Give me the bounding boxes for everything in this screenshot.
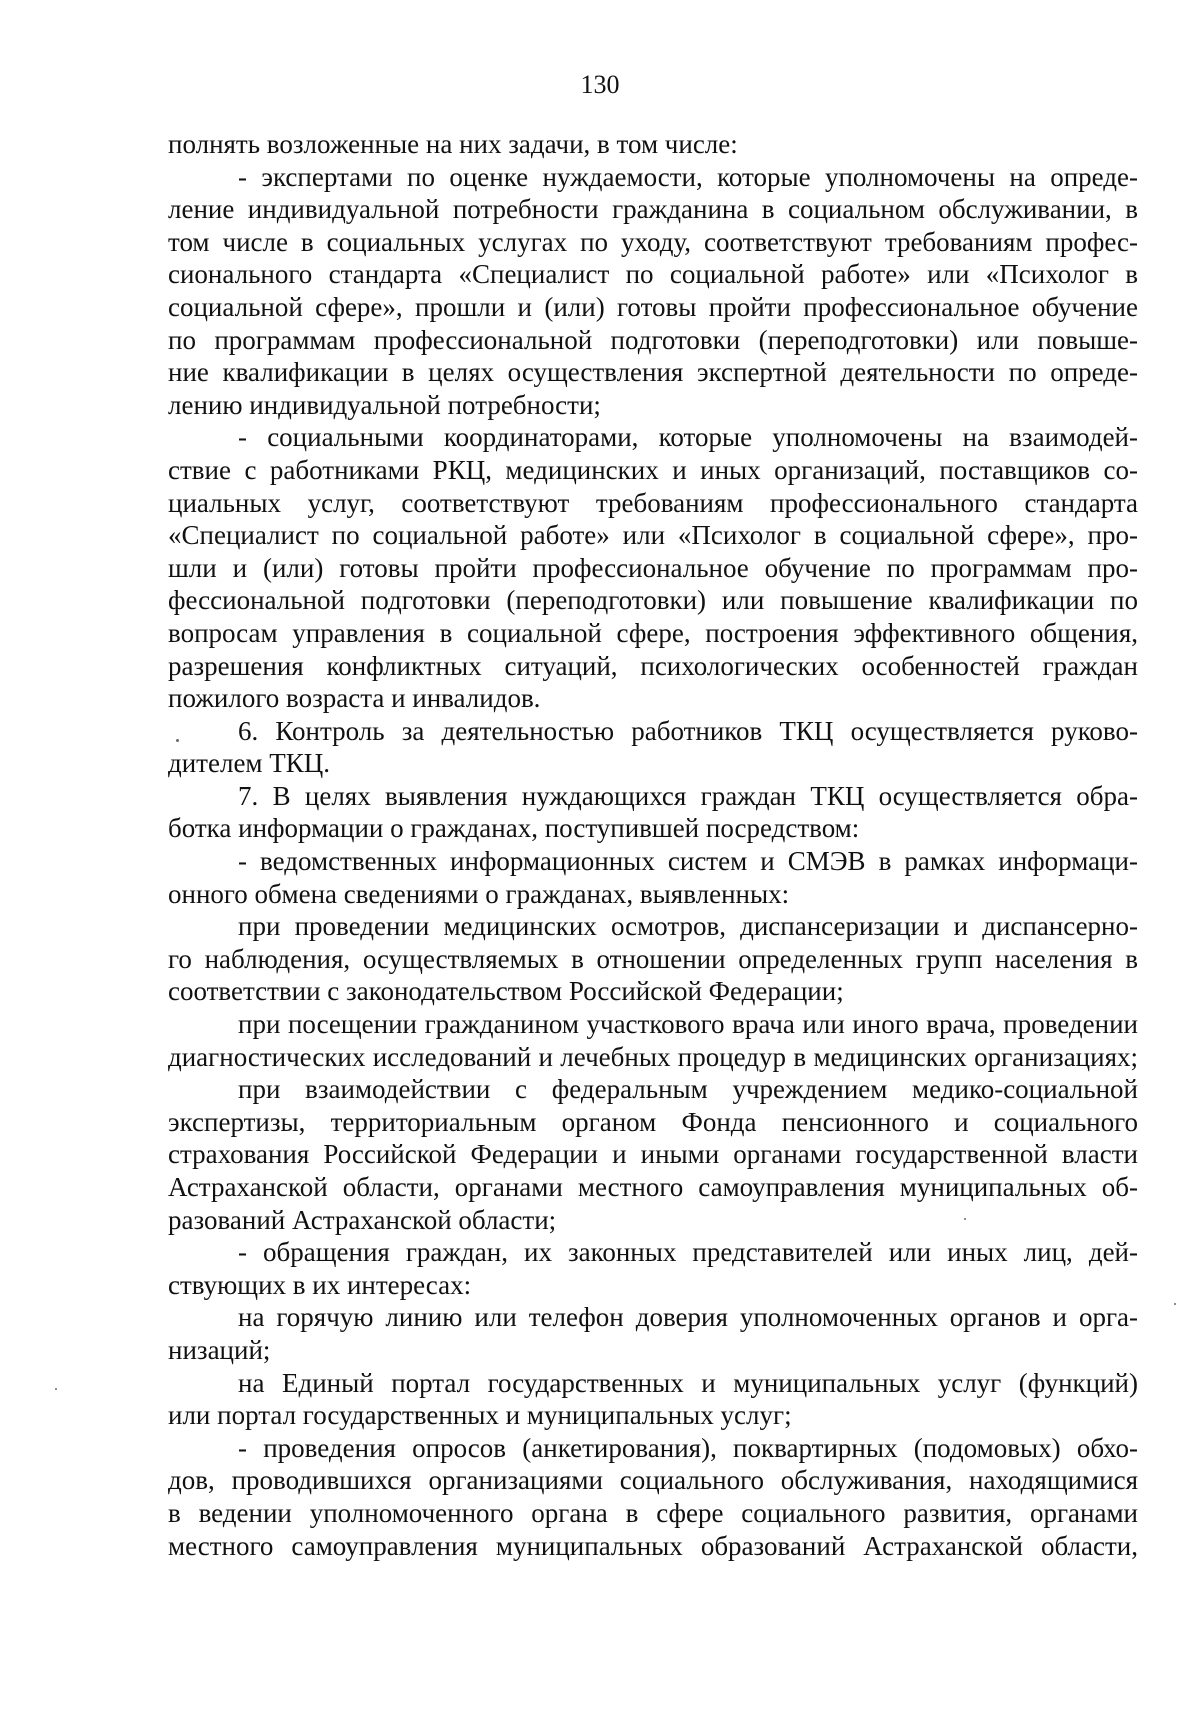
text-line: ление индивидуальной потребности гражданина в социальном обслуживании, в — [168, 194, 1138, 225]
text-line: диагностических исследований и лечебных процедур в медицинских организациях; — [168, 1041, 1138, 1072]
text-line: ние квалификации в целях осуществления экспертной деятельности по опреде- — [168, 357, 1138, 388]
text-line: - обращения граждан, их законных представителей или иных лиц, дей- — [238, 1237, 1138, 1268]
text-line: лению индивидуальной потребности; — [168, 389, 601, 420]
text-line: при взаимодействии с федеральным учреждением медико-социальной — [238, 1074, 1138, 1105]
text-line: при посещении гражданином участкового врача или иного врача, проведении — [238, 1009, 1138, 1040]
text-line: - социальными координаторами, которые уполномочены на взаимодей- — [238, 422, 1138, 453]
scan-speck — [55, 1388, 57, 1390]
text-line: фессиональной подготовки (переподготовки) или повышение квалификации по — [168, 585, 1138, 616]
text-line: шли и (или) готовы пройти профессиональное обучение по программам про- — [168, 552, 1138, 583]
text-line: страхования Российской Федерации и иными органами государственной власти — [168, 1139, 1138, 1170]
text-line: дов, проводившихся организациями социального обслуживания, находящимися — [168, 1465, 1138, 1496]
text-line: ствующих в их интересах: — [168, 1269, 472, 1300]
text-line: циальных услуг, соответствуют требованиям профессионального стандарта — [168, 487, 1138, 518]
text-line: сионального стандарта «Специалист по социальной работе» или «Психолог в — [168, 259, 1138, 290]
text-line: - проведения опросов (анкетирования), поквартирных (подомовых) обхо- — [238, 1432, 1138, 1463]
text-line: разрешения конфликтных ситуаций, психологических особенностей граждан — [168, 650, 1138, 681]
text-line: - экспертами по оценке нуждаемости, которые уполномочены на опреде- — [238, 161, 1138, 192]
text-line: при проведении медицинских осмотров, диспансеризации и диспансерно- — [238, 911, 1138, 942]
text-line: низаций; — [168, 1334, 271, 1365]
page-number: 130 — [580, 70, 620, 99]
document-body-text — [168, 128, 1138, 1562]
text-line: том числе в социальных услугах по уходу, соответствуют требованиям профес- — [168, 226, 1138, 257]
text-line: го наблюдения, осуществляемых в отношении определенных групп населения в — [168, 943, 1138, 974]
text-line: полнять возложенные на них задачи, в том числе: — [168, 129, 738, 159]
text-line: на Единый портал государственных и муниципальных услуг (функций) — [238, 1367, 1138, 1398]
text-line: Астраханской области, органами местного самоуправления муниципальных об- — [168, 1172, 1138, 1202]
text-line: 7. В целях выявления нуждающихся граждан ТКЦ осуществляется обра- — [238, 780, 1138, 811]
text-line: - ведомственных информационных систем и СМЭВ в рамках информаци- — [238, 846, 1138, 877]
text-line: на горячую линию или телефон доверия уполномоченных органов и орга- — [238, 1302, 1138, 1333]
text-line: дителем ТКЦ. — [168, 748, 331, 779]
text-line: местного самоуправления муниципальных образований Астраханской области, — [168, 1530, 1138, 1561]
text-line: экспертизы, территориальным органом Фонда пенсионного и социального — [168, 1106, 1138, 1137]
text-line: вопросам управления в социальной сфере, построения эффективного общения, — [168, 617, 1138, 648]
text-line: или портал государственных и муниципальных услуг; — [168, 1400, 792, 1431]
text-line: в ведении уполномоченного органа в сфере социального развития, органами — [168, 1497, 1138, 1528]
scan-speck — [176, 739, 179, 742]
text-line: ботка информации о гражданах, поступившей посредством: — [168, 813, 860, 844]
text-line: 6. Контроль за деятельностью работников ТКЦ осуществляется руково- — [238, 715, 1138, 746]
text-line: пожилого возраста и инвалидов. — [168, 683, 541, 714]
text-line: социальной сфере», прошли и (или) готовы пройти профессиональное обучение — [168, 291, 1138, 322]
scan-speck — [964, 1218, 966, 1220]
text-line: «Специалист по социальной работе» или «Психолог в социальной сфере», про- — [168, 520, 1138, 551]
text-line: онного обмена сведениями о гражданах, выявленных: — [168, 878, 790, 909]
text-line: разований Астраханской области; — [168, 1204, 557, 1235]
scan-speck — [1174, 1303, 1176, 1305]
text-line: соответствии с законодательством Российской Федерации; — [168, 976, 844, 1007]
text-line: по программам профессиональной подготовки (переподготовки) или повыше- — [168, 324, 1138, 355]
text-line: ствие с работниками РКЦ, медицинских и иных организаций, поставщиков со- — [168, 454, 1138, 485]
